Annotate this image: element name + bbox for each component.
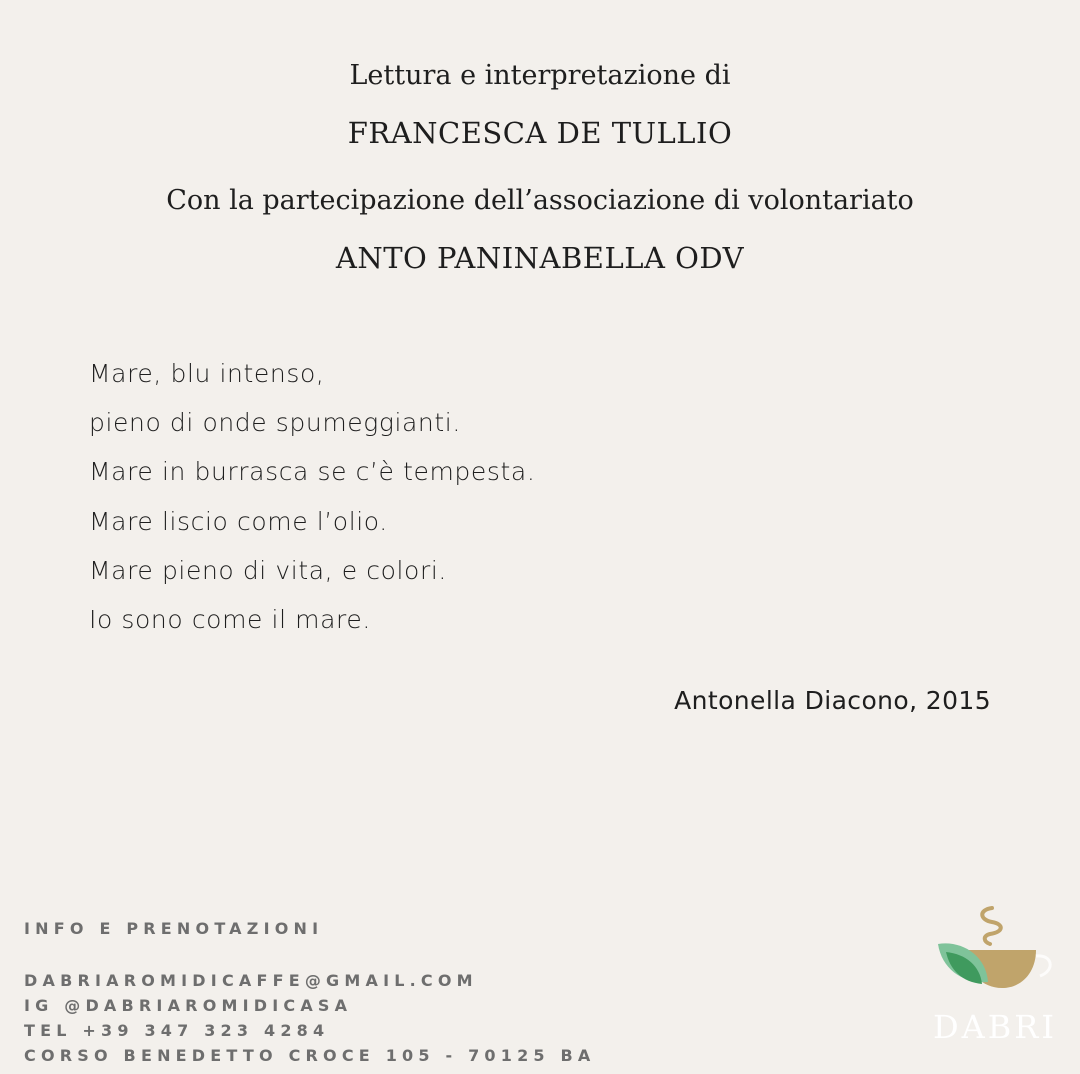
participation-line: Con la partecipazione dell’associazione di volontariato xyxy=(166,185,914,216)
contact-email: DABRIAROMIDICAFFE@GMAIL.COM xyxy=(24,971,478,990)
brand-name: DABRI xyxy=(932,1008,1057,1046)
association-name: ANTO PANINABELLA ODV xyxy=(335,241,745,275)
poem-line: pieno di onde spumeggianti. xyxy=(89,408,461,438)
reading-credit: Lettura e interpretazione di xyxy=(349,60,731,91)
poem-line: Io sono come il mare. xyxy=(89,604,371,634)
performer-name: FRANCESCA DE TULLIO xyxy=(347,116,733,150)
contact-address: CORSO BENEDETTO CROCE 105 - 70125 BA xyxy=(24,1046,596,1065)
poem-line: Mare pieno di vita, e colori. xyxy=(89,555,447,585)
poem xyxy=(89,356,535,651)
contact-instagram: IG @DABRIAROMIDICASA xyxy=(24,996,353,1015)
contact-phone: TEL +39 347 323 4284 xyxy=(24,1021,330,1040)
poem-line: Mare liscio come l’olio. xyxy=(89,506,388,536)
poem-line: Mare, blu intenso, xyxy=(89,359,325,388)
poem-signature: Antonella Diacono, 2015 xyxy=(674,686,991,715)
brand-logo xyxy=(930,900,1070,1060)
info-title: INFO E PRENOTAZIONI xyxy=(24,919,324,938)
coffee-cup-leaf-icon xyxy=(930,900,1070,1010)
poem-line: Mare in burrasca se c’è tempesta. xyxy=(89,457,536,487)
